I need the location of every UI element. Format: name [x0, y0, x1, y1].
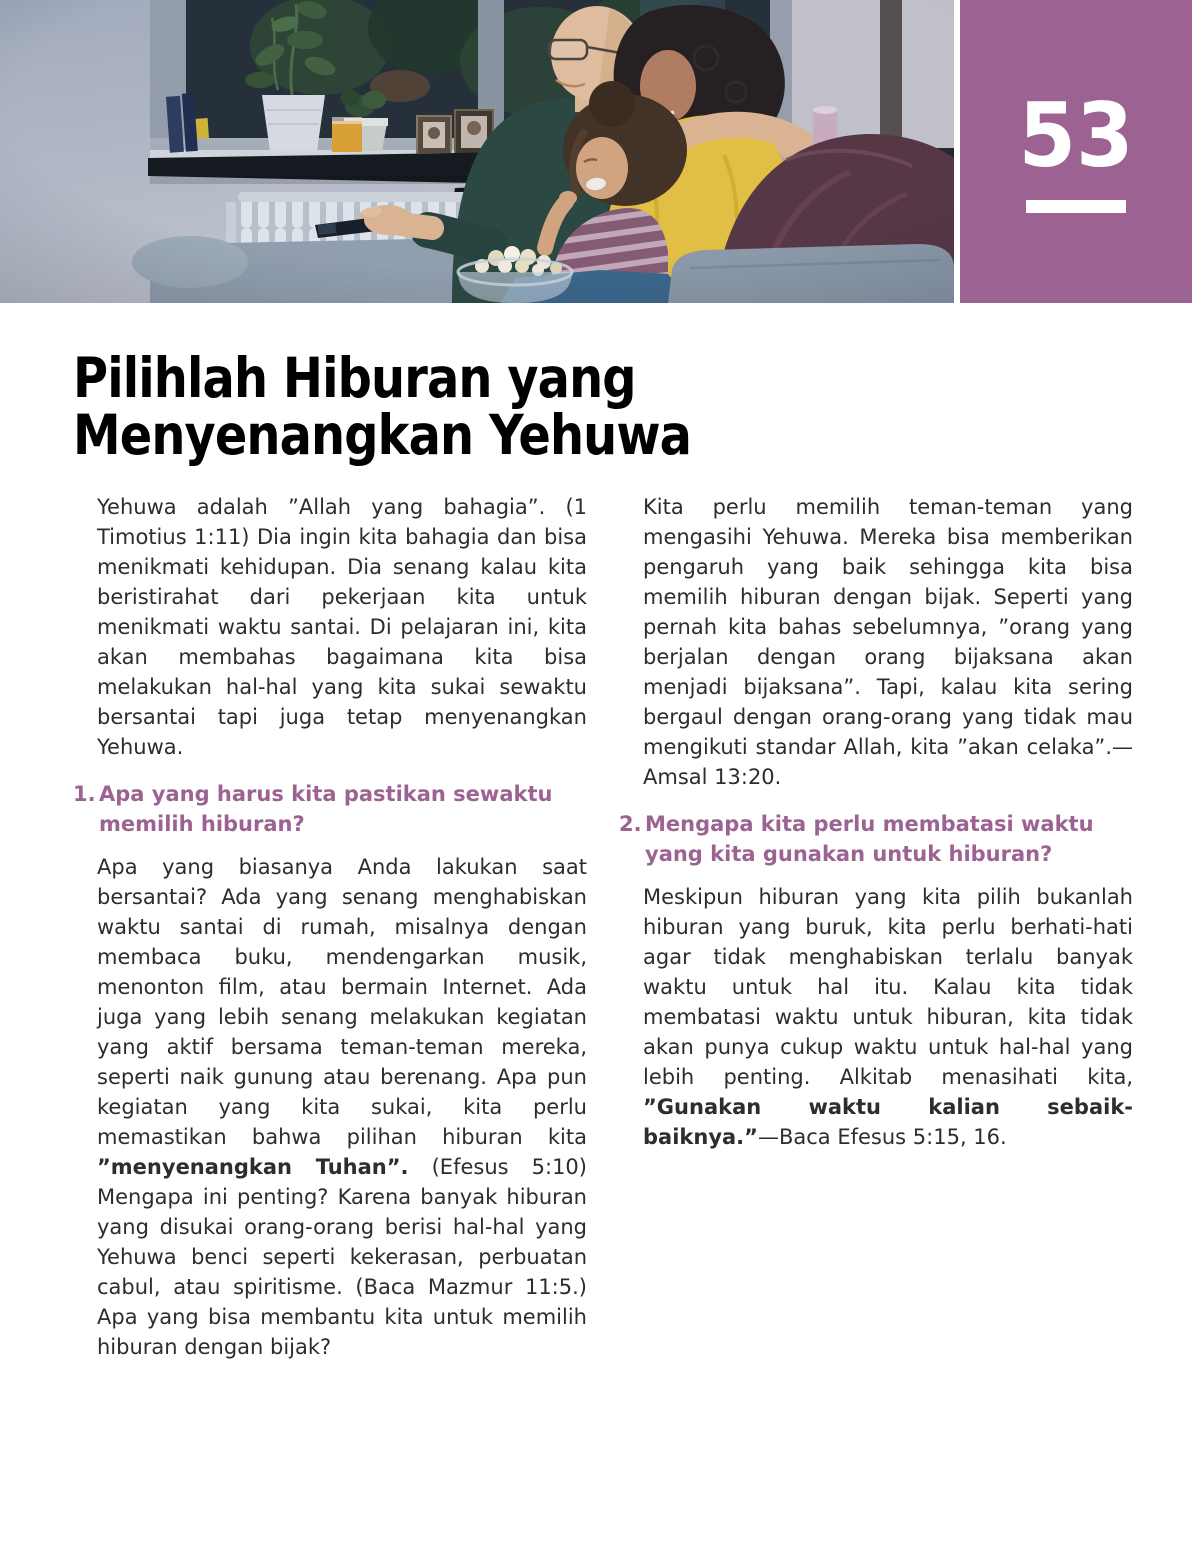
lesson-number-badge	[960, 0, 1192, 303]
question-1-number: 1.	[73, 782, 96, 806]
page-title-line-2: Menyenangkan Yehuwa	[73, 403, 692, 467]
page-title-line-1: Pilihlah Hiburan yang	[73, 346, 636, 410]
family-photo-illustration	[0, 0, 954, 303]
answer-paragraph-1: Apa yang biasanya Anda lakukan saat bersantai? Ada yang senang menghabiskan waktu santai di rumah, misalnya dengan membaca buku, mendengarkan musik, menonton film, atau bermain Internet. Ada juga yang lebih senang melakukan kegiatan yang aktif bersama teman-teman mereka, seperti naik gunung atau berenang. Apa pun kegiatan yang kita sukai, kita perlu memastikan bahwa pilihan hiburan kita ”menyenangkan Tuhan”. (Efesus 5:10) Mengapa ini penting? Karena banyak hiburan yang disukai orang-orang berisi hal-hal yang Yehuwa benci seperti kekerasan, perbuatan cabul, atau spiritisme. (Baca Mazmur 11:5.) Apa yang bisa membantu kita untuk memilih hiburan dengan bijak?	[97, 855, 587, 1359]
page-title	[73, 346, 692, 467]
question-1-text: Apa yang harus kita pastikan sewaktu memilih hiburan?	[99, 782, 553, 836]
study-question-1	[73, 779, 587, 839]
friends-paragraph: Kita perlu memilih teman-teman yang mengasihi Yehuwa. Mereka bisa memberikan pengaruh yang baik sehingga kita bisa memilih hiburan dengan bijak. Seperti yang pernah kita bahas sebelumnya, ”orang yang berjalan dengan orang bijaksana akan menjadi bijaksana”. Tapi, kalau kita sering bergaul dengan orang-orang yang tidak mau mengikuti standar Allah, kita ”akan celaka”.—Amsal 13:20.	[643, 495, 1133, 789]
page-header	[0, 0, 1200, 303]
right-column	[619, 492, 1133, 1379]
lesson-number: 53	[1018, 84, 1134, 187]
left-column	[73, 492, 587, 1379]
study-question-2	[619, 809, 1133, 869]
answer-paragraph-2: Meskipun hiburan yang kita pilih bukanlah hiburan yang buruk, kita perlu berhati-hati agar tidak menghabiskan terlalu banyak waktu untuk hal itu. Kalau kita tidak membatasi waktu untuk hiburan, kita tidak akan punya cukup waktu untuk hal-hal yang lebih penting. Alkitab menasihati kita, ”Gunakan waktu kalian sebaik-baiknya.”—Baca Efesus 5:15, 16.	[643, 885, 1133, 1149]
lesson-number-underline	[1026, 200, 1126, 213]
family-watching-tv-photo	[0, 0, 954, 303]
intro-paragraph: Yehuwa adalah ”Allah yang bahagia”. (1 Timotius 1:11) Dia ingin kita bahagia dan bisa menikmati kehidupan. Dia senang kalau kita beristirahat dari pekerjaan kita untuk menikmati waktu santai. Di pelajaran ini, kita akan membahas bagaimana kita bisa melakukan hal-hal yang kita sukai sewaktu bersantai tapi juga tetap menyenangkan Yehuwa.	[97, 495, 587, 759]
question-2-text: Mengapa kita perlu membatasi waktu yang kita gunakan untuk hiburan?	[645, 812, 1094, 866]
article-body	[73, 492, 1133, 1379]
question-2-number: 2.	[619, 812, 642, 836]
